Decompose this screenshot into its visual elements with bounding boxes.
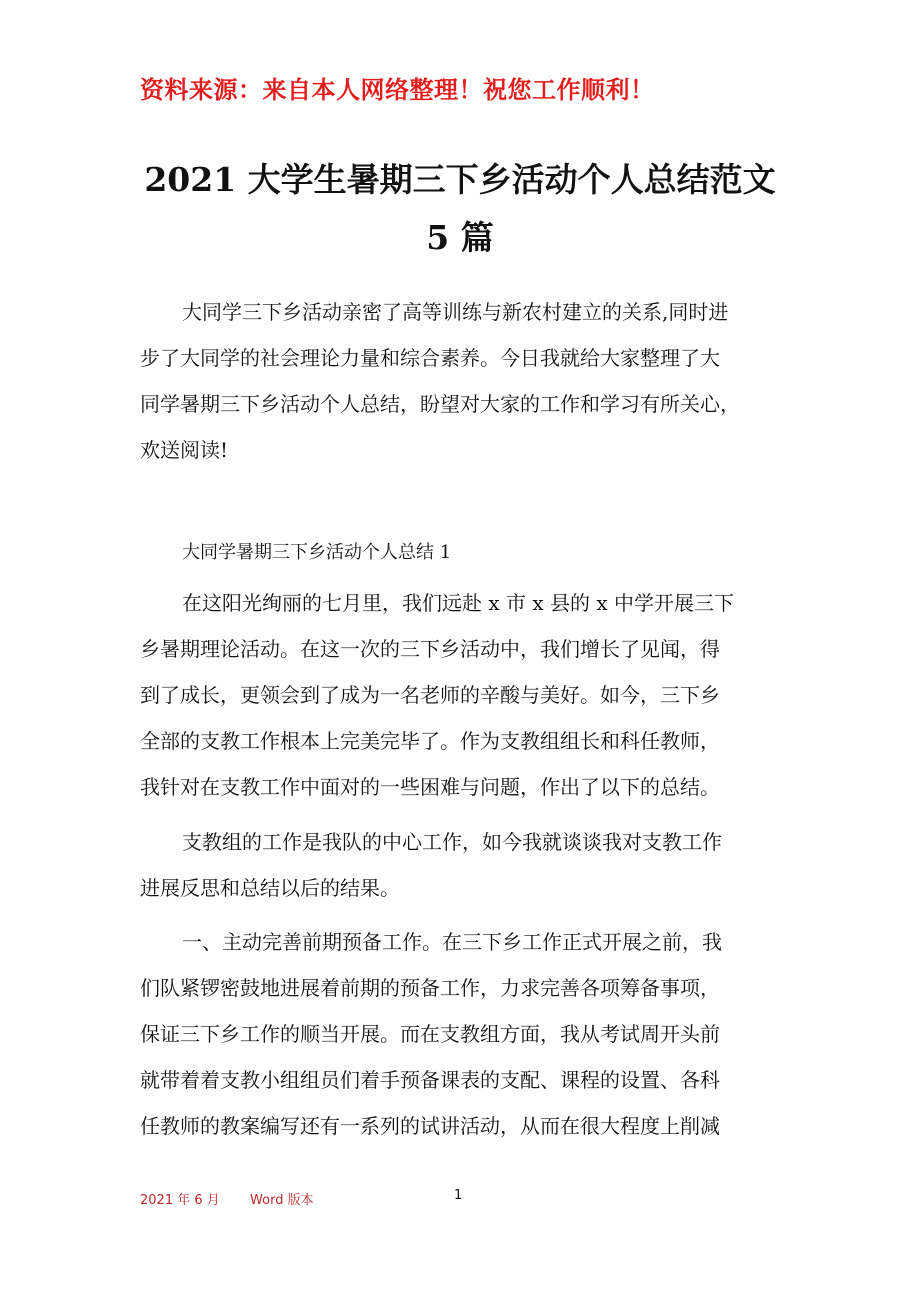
body-line: 支教组的工作是我队的中心工作，如今我就谈谈我对支教工作 [182,830,722,854]
footer-version: Word 版本 [250,1193,314,1208]
body-line: 进展反思和总结以后的结果。 [140,876,400,900]
footer-date-version [140,1189,314,1208]
body-line: 到了成长，更领会到了成为一名老师的辛酸与美好。如今，三下乡 [140,683,720,707]
body-line: 们队紧锣密鼓地进展着前期的预备工作，力求完善各项筹备事项， [140,976,720,1000]
body-line: 欢送阅读! [140,438,229,462]
source-note: 资料来源：来自本人网络整理！祝您工作顺利！ [140,75,655,104]
body-line: 全部的支教工作根本上完美完毕了。作为支教组组长和科任教师， [140,729,720,753]
body-line: 同学暑期三下乡活动个人总结，盼望对大家的工作和学习有所关心， [140,392,740,416]
body-line: 乡暑期理论活动。在这一次的三下乡活动中，我们增长了见闻，得 [140,637,720,661]
body-line: 大同学三下乡活动亲密了高等训练与新农村建立的关系,同时进 [182,300,729,324]
body-line: 就带着着支教小组组员们着手预备课表的支配、课程的设置、各科 [140,1068,720,1092]
document-title-line-1: 2021 大学生暑期三下乡活动个人总结范文 [144,160,776,199]
document-title-line-2: 5 篇 [426,218,494,257]
body-line: 步了大同学的社会理论力量和综合素养。今日我就给大家整理了大 [140,346,720,370]
body-line: 一、主动完善前期预备工作。在三下乡工作正式开展之前，我 [182,930,722,954]
body-line: 我针对在支教工作中面对的一些困难与问题，作出了以下的总结。 [140,775,720,799]
page-number: 1 [454,1188,463,1203]
body-line: 任教师的教案编写还有一系列的试讲活动，从而在很大程度上削减 [140,1114,720,1138]
body-line: 保证三下乡工作的顺当开展。而在支教组方面，我从考试周开头前 [140,1022,720,1046]
section-heading: 大同学暑期三下乡活动个人总结 1 [182,542,452,563]
footer-date: 2021 年 6 月 [140,1193,220,1208]
body-line: 在这阳光绚丽的七月里，我们远赴 x 市 x 县的 x 中学开展三下 [182,591,734,615]
